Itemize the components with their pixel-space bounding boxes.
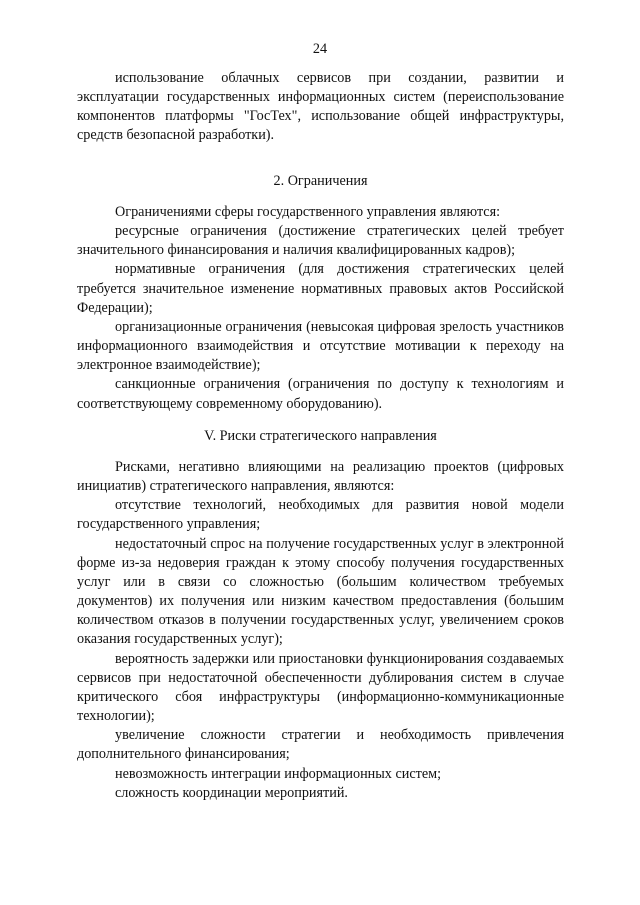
risk-item: отсутствие технологий, необходимых для развития новой модели государственного управления; [77,497,564,533]
limitation-item: нормативные ограничения (для достижения стратегических целей требуется значительное изменение нормативных правовых актов Российской Федерации); [77,261,564,316]
limitation-item: организационные ограничения (невысокая цифровая зрелость участников информационного взаимодействия и отсутствие мотивации к переходу на электронное взаимодействие); [77,318,564,374]
risk-item: невозможность интеграции информационных систем; [115,765,442,782]
risk-item: недостаточный спрос на получение государственных услуг в электронной форме из-за недоверия граждан к этому способу получения государственных услуг или в связи со сложностью (большим количеством требуемых документов) их получения или низким качеством предоставления (большим количеством отказов в получении государственных услуг, увеличением сроков оказания государственных услуг); [77,535,564,648]
risk-item: увеличение сложности стратегии и необходимость привлечения дополнительного финансирования; [77,727,564,763]
limitations-intro: Ограничениями сферы государственного управления являются: [115,204,501,220]
risk-item: вероятность задержки или приостановки функционирования создаваемых сервисов при недостаточной обеспеченности дублирования систем в случае критического сбоя инфраструктуры (информационно-коммуникационные технологии); [77,650,564,725]
intro-paragraph: использование облачных сервисов при создании, развитии и эксплуатации государственных информационных систем (переиспользование компонентов платформы "ГосТех", использование общей инфраструктуры, средств безопасной разработки). [77,70,564,144]
page-number: 24 [312,41,328,57]
section-heading-risks: V. Риски стратегического направления [204,428,437,444]
section-heading-limitations: 2. Ограничения [273,173,368,189]
intro-block [77,69,564,146]
risks-block [77,458,564,803]
limitations-block [77,203,564,414]
limitation-item: ресурсные ограничения (достижение стратегических целей требует значительного финансирования и наличия квалифицированных кадров); [77,223,564,259]
limitation-item: санкционные ограничения (ограничения по доступу к технологиям и соответствующему современному оборудованию). [77,376,564,412]
risks-intro: Рисками, негативно влияющими на реализацию проектов (цифровых инициатив) стратегического направления, являются: [77,459,564,495]
risk-item: сложность координации мероприятий. [115,784,348,801]
